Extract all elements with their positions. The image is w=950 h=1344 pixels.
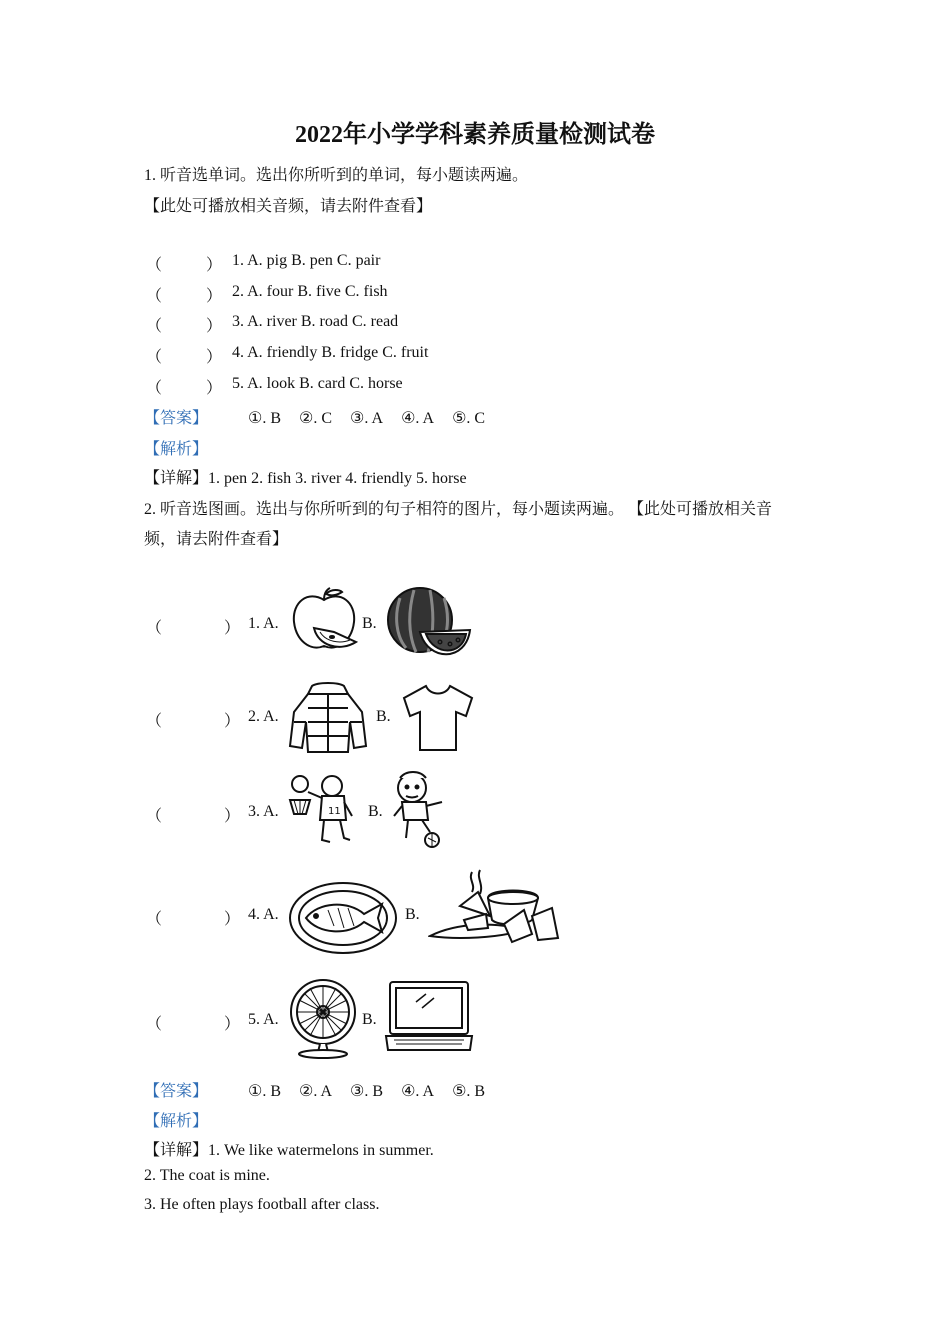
answer-blank-open[interactable]: （ <box>146 288 163 305</box>
answer-item: ①. B <box>248 410 282 427</box>
option-b-label: B. <box>362 615 377 632</box>
page-title: 2022年小学学科素养质量检测试卷 <box>295 122 655 148</box>
question-text: 1. A. pig B. pen C. pair <box>232 252 381 269</box>
section1-audio-note: 【此处可播放相关音频，请去附件查看】 <box>144 198 433 215</box>
option-a-label: 2. A. <box>248 708 279 725</box>
answer-blank-open[interactable]: （ <box>146 911 163 928</box>
answer-item: ④. A <box>401 410 435 427</box>
option-b-label: B. <box>376 708 391 725</box>
section2-detail-2: 2. The coat is mine. <box>144 1167 270 1184</box>
answer-blank-close: ） <box>224 808 241 825</box>
answer-blank-open[interactable]: （ <box>146 620 163 637</box>
answer-blank-open[interactable]: （ <box>146 380 163 397</box>
answer-blank-open[interactable]: （ <box>146 713 163 730</box>
answer-item: ⑤. C <box>452 410 486 427</box>
answer-blank-open[interactable]: （ <box>146 257 163 274</box>
section1-analysis-label: 【解析】 <box>144 441 209 458</box>
answer-blank-close: ） <box>224 911 241 928</box>
answer-blank-open[interactable]: （ <box>146 1016 163 1033</box>
answer-blank-close: ） <box>206 288 223 305</box>
answer-blank-open[interactable]: （ <box>146 318 163 335</box>
answer-blank-close: ） <box>206 318 223 335</box>
watermelon-icon[interactable] <box>384 586 474 662</box>
answer-blank-close: ） <box>224 620 241 637</box>
answer-item: ③. B <box>350 1083 384 1100</box>
answer-blank-close: ） <box>224 713 241 730</box>
basketball-player-icon[interactable] <box>286 772 358 850</box>
answer-blank-close: ） <box>206 257 223 274</box>
section1-heading: 1. 听音选单词。选出你所听到的单词，每小题读两遍。 <box>144 167 529 184</box>
laptop-icon[interactable] <box>384 978 474 1056</box>
fan-icon[interactable] <box>288 978 358 1060</box>
answer-blank-close: ） <box>206 380 223 397</box>
answer-label: 【答案】 <box>144 410 209 427</box>
answer-blank-close: ） <box>206 349 223 366</box>
section2-detail-3: 3. He often plays football after class. <box>144 1196 380 1213</box>
option-a-label: 1. A. <box>248 615 279 632</box>
option-b-label: B. <box>405 906 420 923</box>
answer-item: ⑤. B <box>452 1083 486 1100</box>
answer-item: ②. A <box>299 1083 333 1100</box>
answer-blank-open[interactable]: （ <box>146 808 163 825</box>
section2-detail-1: 【详解】1. We like watermelons in summer. <box>144 1142 434 1159</box>
section2-analysis-label: 【解析】 <box>144 1113 209 1130</box>
football-player-icon[interactable] <box>390 770 450 850</box>
answer-blank-open[interactable]: （ <box>146 349 163 366</box>
apple-icon[interactable] <box>288 586 360 658</box>
answer-item: ④. A <box>401 1083 435 1100</box>
answer-item: ②. C <box>299 410 333 427</box>
fish-plate-icon[interactable] <box>288 880 398 956</box>
section2-heading-line2: 频，请去附件查看】 <box>144 531 289 548</box>
option-a-label: 3. A. <box>248 803 279 820</box>
question-text: 2. A. four B. five C. fish <box>232 283 388 300</box>
answer-item: ③. A <box>350 410 384 427</box>
section1-answer-row <box>144 405 499 428</box>
answer-blank-close: ） <box>224 1016 241 1033</box>
svg-text:11: 11 <box>328 806 341 817</box>
question-text: 5. A. look B. card C. horse <box>232 375 403 392</box>
coat-icon[interactable] <box>288 682 368 754</box>
question-text: 3. A. river B. road C. read <box>232 313 399 330</box>
option-b-label: B. <box>368 803 383 820</box>
section2-answer-row <box>144 1078 499 1101</box>
answer-label: 【答案】 <box>144 1083 209 1100</box>
section1-detail: 【详解】1. pen 2. fish 3. river 4. friendly 5. horse <box>144 470 467 487</box>
section2-heading-line1: 2. 听音选图画。选出与你所听到的句子相符的图片，每小题读两遍。 【此处可播放相关音 <box>144 501 773 518</box>
answer-item: ①. B <box>248 1083 282 1100</box>
zongzi-icon[interactable] <box>428 868 560 952</box>
question-text: 4. A. friendly B. fridge C. fruit <box>232 344 429 361</box>
option-a-label: 5. A. <box>248 1011 279 1028</box>
option-b-label: B. <box>362 1011 377 1028</box>
option-a-label: 4. A. <box>248 906 279 923</box>
tshirt-icon[interactable] <box>398 682 478 754</box>
